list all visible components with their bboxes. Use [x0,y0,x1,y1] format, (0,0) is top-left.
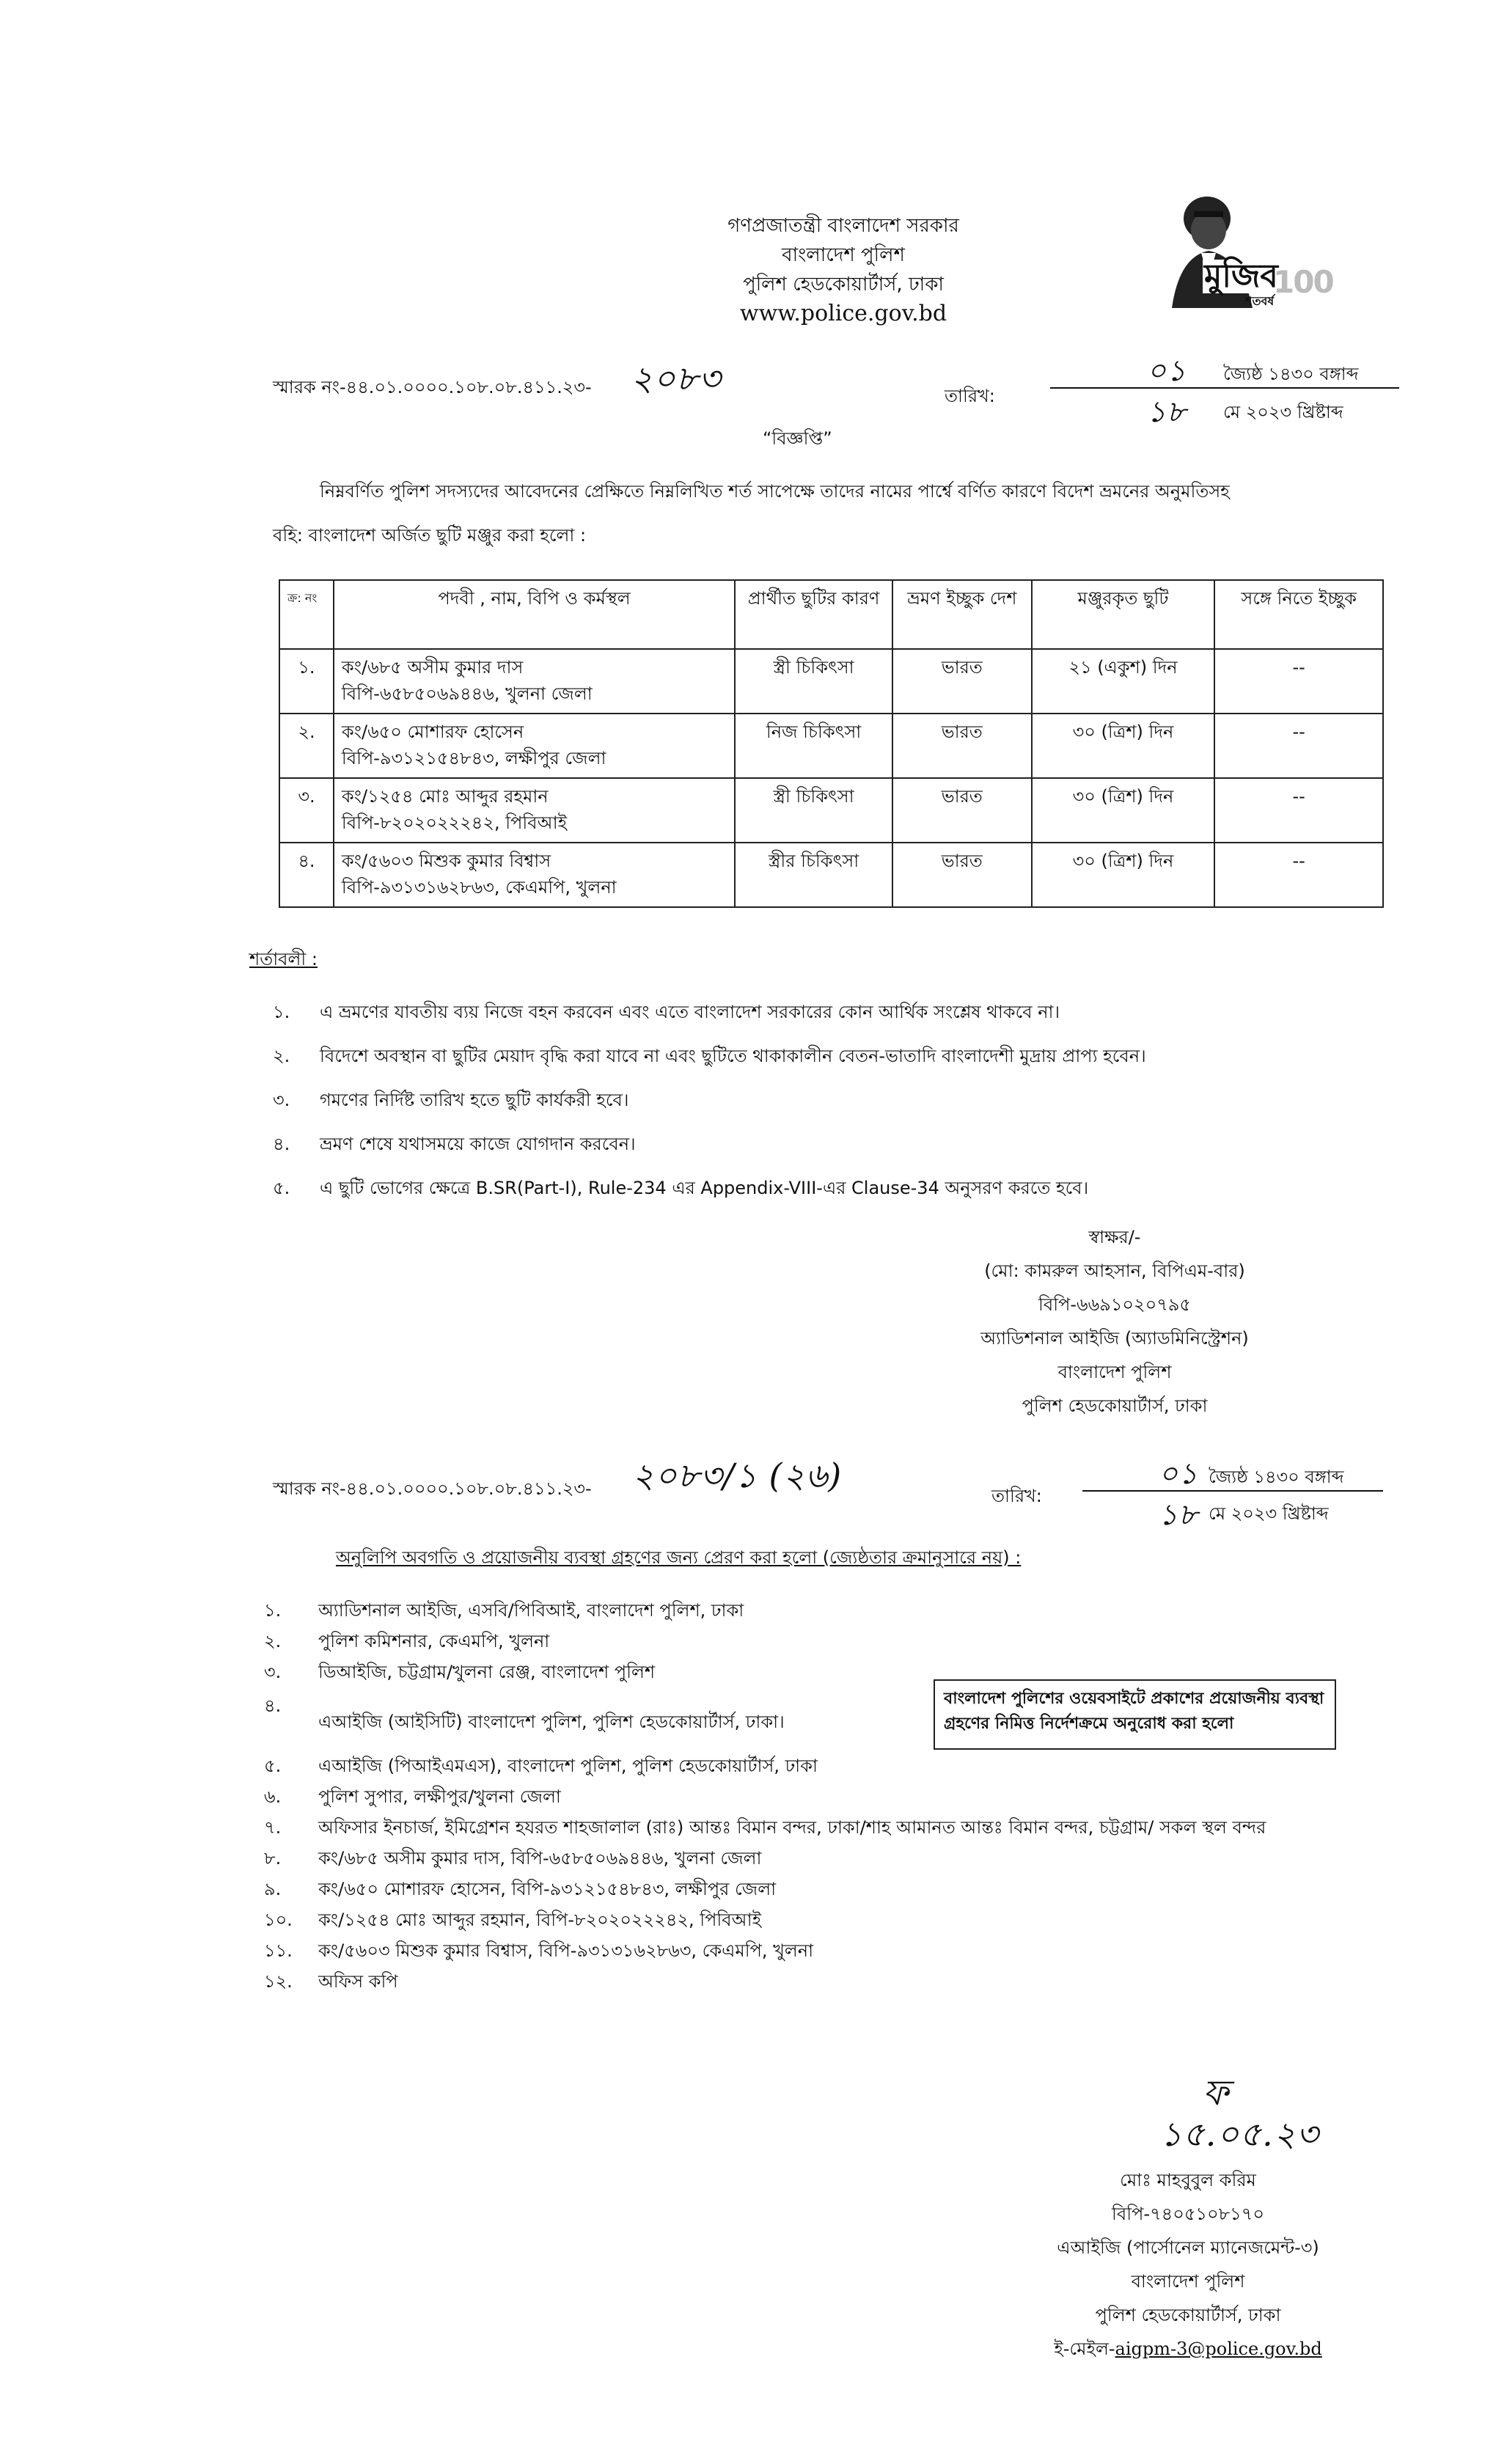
signatory-designation: অ্যাডিশনাল আইজি (অ্যাডমিনিস্ট্রেশন) [980,1328,1249,1349]
item-number: ৬. [264,1786,282,1807]
email-link[interactable]: aigpm-3@police.gov.bd [1115,2339,1322,2359]
col-header-reason: প্রার্থীত ছুটির কারণ [735,580,892,649]
cell-member [334,843,735,907]
memo-number-label: স্মারক নং-৪৪.০১.০০০০.১০৮.০৮.৪১১.২৩- [273,1478,592,1499]
item-text: পুলিশ সুপার, লক্ষীপুর/খুলনা জেলা [318,1786,561,1807]
date-text-1: জ্যৈষ্ঠ ১৪৩০ বঙ্গাব্দ [1223,364,1359,384]
cell-leave: ৩০ (ত্রিশ) দিন [1032,714,1215,778]
notice-title: “বিজ্ঞপ্তি” [763,428,832,449]
intro-line-1: নিম্নবর্ণিত পুলিশ সদস্যদের আবেদনের প্রেক্ষিতে নিম্নলিখিত শর্ত সাপেক্ষে তাদের নামের পার্শ্বে বর্ণিত কারণে বিদেশ ভ্রমনের অনুমতিসহ [320,481,1230,502]
table-row [279,778,1383,843]
item-text: এআইজি (আইসিটি) বাংলাদেশ পুলিশ, পুলিশ হেডকোয়ার্টার্স, ঢাকা। [318,1712,785,1732]
col-header-country: ভ্রমণ ইচ্ছুক দেশ [892,580,1032,649]
signatory-name: মোঃ মাহবুবুল করিম [1120,2170,1256,2190]
item-number: ১০. [264,1910,293,1930]
table-row [279,714,1383,778]
item-text: পুলিশ কমিশনার, কেএমপি, খুলনা [318,1631,550,1651]
item-number: ৩. [264,1662,282,1682]
col-header-companion: সঙ্গে নিতে ইচ্ছুক [1214,580,1383,649]
signature-date: ১৫.০৫.২৩ [1160,2114,1319,2154]
item-number: ১. [273,1002,290,1022]
distribution-heading: অনুলিপি অবগতি ও প্রয়োজনীয় ব্যবস্থা গ্রহণের জন্য প্রেরণ করা হলো (জ্যেষ্ঠতার ক্রমানুসারে নয়) : [336,1547,1022,1568]
date-hand-2: ১৮ [1147,395,1187,429]
col-header-leave: মঞ্জুরকৃত ছুটি [1032,580,1215,649]
member-name: কং/৬৮৫ অসীম কুমার দাস [341,657,524,678]
cell-leave: ৩০ (ত্রিশ) দিন [1032,778,1215,843]
item-text: কং/৬৮৫ অসীম কুমার দাস, বিপি-৬৫৮৫০৬৯৪৪৬, খুলনা জেলা [318,1848,762,1869]
table-header-row [279,580,1383,649]
signatory-email [997,2332,1379,2366]
govt-name: গণপ্রজাতন্ত্রী বাংলাদেশ সরকার [727,215,959,237]
date-line-2 [1050,395,1399,429]
member-bp: বিপি-৯৩১৩১৬২৮৬৩, কেএমপি, খুলনা [341,877,617,898]
date-text-1: জ্যৈষ্ঠ ১৪৩০ বঙ্গাব্দ [1209,1467,1344,1487]
member-name: কং/৫৬০৩ মিশুক কুমার বিশ্বাস [341,851,551,871]
item-text: ডিআইজি, চট্টগ্রাম/খুলনা রেঞ্জ, বাংলাদেশ পুলিশ [318,1662,656,1682]
date-hand-2: ১৮ [1159,1498,1198,1532]
cell-member [334,649,735,714]
date-hand-1: ০১ [1147,354,1187,388]
col-header-sl: ক্র: নং [279,580,334,649]
intro-line-2: বহি: বাংলাদেশ অর্জিত ছুটি মঞ্জুর করা হলো : [273,525,587,546]
item-number: ৪. [264,1695,282,1716]
date-label: তারিখ: [991,1486,1042,1506]
item-number: ১. [264,1600,282,1621]
item-text: এআইজি (পিআইএমএস), বাংলাদেশ পুলিশ, পুলিশ হেডকোয়ার্টার্স, ঢাকা [318,1756,818,1776]
signatory-bp: বিপি-৬৬৯১০২০৭৯৫ [1038,1294,1191,1315]
member-bp: বিপি-৯৩১২১৫৪৮৪৩, লক্ষীপুর জেলা [341,748,606,769]
col-header-name: পদবী , নাম, বিপি ও কর্মস্থল [334,580,735,649]
cell-country: ভারত [892,649,1032,714]
member-bp: বিপি-৮২০২০২২২৪২, পিবিআই [341,813,568,833]
logo-text: মুজিব [1204,257,1278,295]
website-note-box: বাংলাদেশ পুলিশের ওয়েবসাইটে প্রকাশের প্রয়োজনীয় ব্যবস্থা গ্রহণের নিমিত্ত নির্দেশক্রমে অনুরোধ করা হলো [934,1679,1336,1750]
logo-number: 100 [1273,264,1333,300]
date-label: তারিখ: [945,386,995,406]
member-bp: বিপি-৬৫৮৫০৬৯৪৪৬, খুলনা জেলা [341,683,593,704]
signatory-name: (মো: কামরুল আহসান, বিপিএম-বার) [984,1261,1245,1281]
table-row [279,843,1383,907]
item-text: এ ছুটি ভোগের ক্ষেত্রে B.SR(Part-I), Rule-234 এর Appendix-VIII-এর Clause-34 অনুসরণ করতে হবে। [320,1178,1089,1198]
item-text: ভ্রমণ শেষে যথাসময়ে কাজে যোগদান করবেন। [320,1134,636,1154]
cell-member [334,778,735,843]
cell-sl: ৪. [279,843,334,907]
memo-number [273,374,592,403]
signatory-bp: বিপি-৭৪০৫১০৮১৭০ [1112,2204,1264,2224]
item-text: অ্যাডিশনাল আইজি, এসবি/পিবিআই, বাংলাদেশ পুলিশ, ঢাকা [318,1600,744,1621]
date-line-1 [1082,1457,1383,1492]
memo-number-2 [273,1475,592,1505]
signature-initial: ফ [1203,2072,1230,2113]
website-link[interactable]: www.police.gov.bd [739,301,947,326]
member-name: কং/৬৫০ মোশারফ হোসেন [341,722,524,742]
cell-country: ভারত [892,843,1032,907]
cell-sl: ৩. [279,778,334,843]
item-number: ১১. [264,1940,293,1961]
office-name: পুলিশ হেডকোয়ার্টার্স, ঢাকা [743,274,944,296]
item-text: অফিসার ইনচার্জ, ইমিগ্রেশন হযরত শাহজালাল (রাঃ) আন্তঃ বিমান বন্দর, ঢাকা/শাহ আমানত আন্তঃ বিমান বন্দর, চট্টগ্রাম/ সকল স্থল বন্দর [318,1817,1266,1838]
conditions-heading: শর্তাবলী : [249,949,318,969]
member-name: কং/১২৫৪ মোঃ আব্দুর রহমান [341,786,549,807]
item-text: কং/১২৫৪ মোঃ আব্দুর রহমান, বিপি-৮২০২০২২২৪২, পিবিআই [318,1910,762,1930]
item-number: ২. [273,1046,290,1066]
leave-table [279,579,1384,908]
cell-country: ভারত [892,778,1032,843]
item-text: বিদেশে অবস্থান বা ছুটির মেয়াদ বৃদ্ধি করা যাবে না এবং ছুটিতে থাকাকালীন বেতন-ভাতাদি বাংলাদেশী মুদ্রায় প্রাপ্য হবেন। [320,1046,1146,1066]
signature-block-1 [953,1220,1276,1423]
cell-companion: -- [1214,778,1383,843]
cell-member [334,714,735,778]
item-text: অফিস কপি [318,1971,398,1992]
item-number: ৯. [264,1879,282,1899]
cell-reason: নিজ চিকিৎসা [735,714,892,778]
table-row [279,649,1383,714]
signature-block-2 [997,2163,1379,2366]
item-number: ১২. [264,1971,293,1992]
signatory-org: বাংলাদেশ পুলিশ [1131,2271,1245,2292]
date-text-2: মে ২০২৩ খ্রিষ্টাব্দ [1209,1503,1329,1524]
signatory-office: পুলিশ হেডকোয়ার্টার্স, ঢাকা [1095,2305,1281,2325]
date-line-1 [1050,354,1399,389]
memo-number-handwritten: ২০৮৩/১ (২৬) [632,1456,843,1495]
cell-sl: ১. [279,649,334,714]
date-hand-1: ০১ [1159,1457,1198,1491]
mujib-100-logo [1150,183,1333,315]
item-number: ৫. [264,1756,282,1776]
signatory-org: বাংলাদেশ পুলিশ [1057,1362,1172,1382]
signatory-designation: এআইজি (পার্সোনেল ম্যানেজমেন্ট-৩) [1057,2237,1319,2258]
cell-reason: স্ত্রী চিকিৎসা [735,778,892,843]
item-number: ৪. [273,1134,290,1154]
cell-companion: -- [1214,714,1383,778]
email-label: ই-মেইল- [1054,2339,1115,2359]
cell-sl: ২. [279,714,334,778]
cell-leave: ২১ (একুশ) দিন [1032,649,1215,714]
item-number: ২. [264,1631,282,1651]
date-line-2 [1082,1497,1383,1532]
signed-mark: স্বাক্ষর/- [1088,1227,1141,1247]
logo-small-text: শতবর্ষ [1245,294,1275,308]
signatory-office: পুলিশ হেডকোয়ার্টার্স, ঢাকা [1022,1396,1208,1416]
item-text: গমণের নির্দিষ্ট তারিখ হতে ছুটি কার্যকরী হবে। [320,1090,629,1110]
cell-companion: -- [1214,649,1383,714]
memo-number-handwritten: ২০৮৩ [631,359,722,398]
cell-companion: -- [1214,843,1383,907]
item-text: কং/৬৫০ মোশারফ হোসেন, বিপি-৯৩১২১৫৪৮৪৩, লক্ষীপুর জেলা [318,1879,777,1899]
cell-leave: ৩০ (ত্রিশ) দিন [1032,843,1215,907]
item-number: ৫. [273,1178,290,1198]
letterhead [645,211,1041,329]
cell-reason: স্ত্রী চিকিৎসা [735,649,892,714]
date-text-2: মে ২০২৩ খ্রিষ্টাব্দ [1223,402,1343,422]
item-number: ৭. [264,1817,282,1838]
item-text: কং/৫৬০৩ মিশুক কুমার বিশ্বাস, বিপি-৯৩১৩১৬২৮৬৩, কেএমপি, খুলনা [318,1940,814,1961]
memo-number-label: স্মারক নং-৪৪.০১.০০০০.১০৮.০৮.৪১১.২৩- [273,377,592,397]
cell-country: ভারত [892,714,1032,778]
item-number: ৩. [273,1090,290,1110]
item-text: এ ভ্রমণের যাবতীয় ব্যয় নিজে বহন করবেন এবং এতে বাংলাদেশ সরকারের কোন আর্থিক সংশ্লেষ থাকবে না। [320,1002,1060,1022]
org-name: বাংলাদেশ পুলিশ [782,244,905,266]
item-number: ৮. [264,1848,282,1869]
cell-reason: স্ত্রীর চিকিৎসা [735,843,892,907]
